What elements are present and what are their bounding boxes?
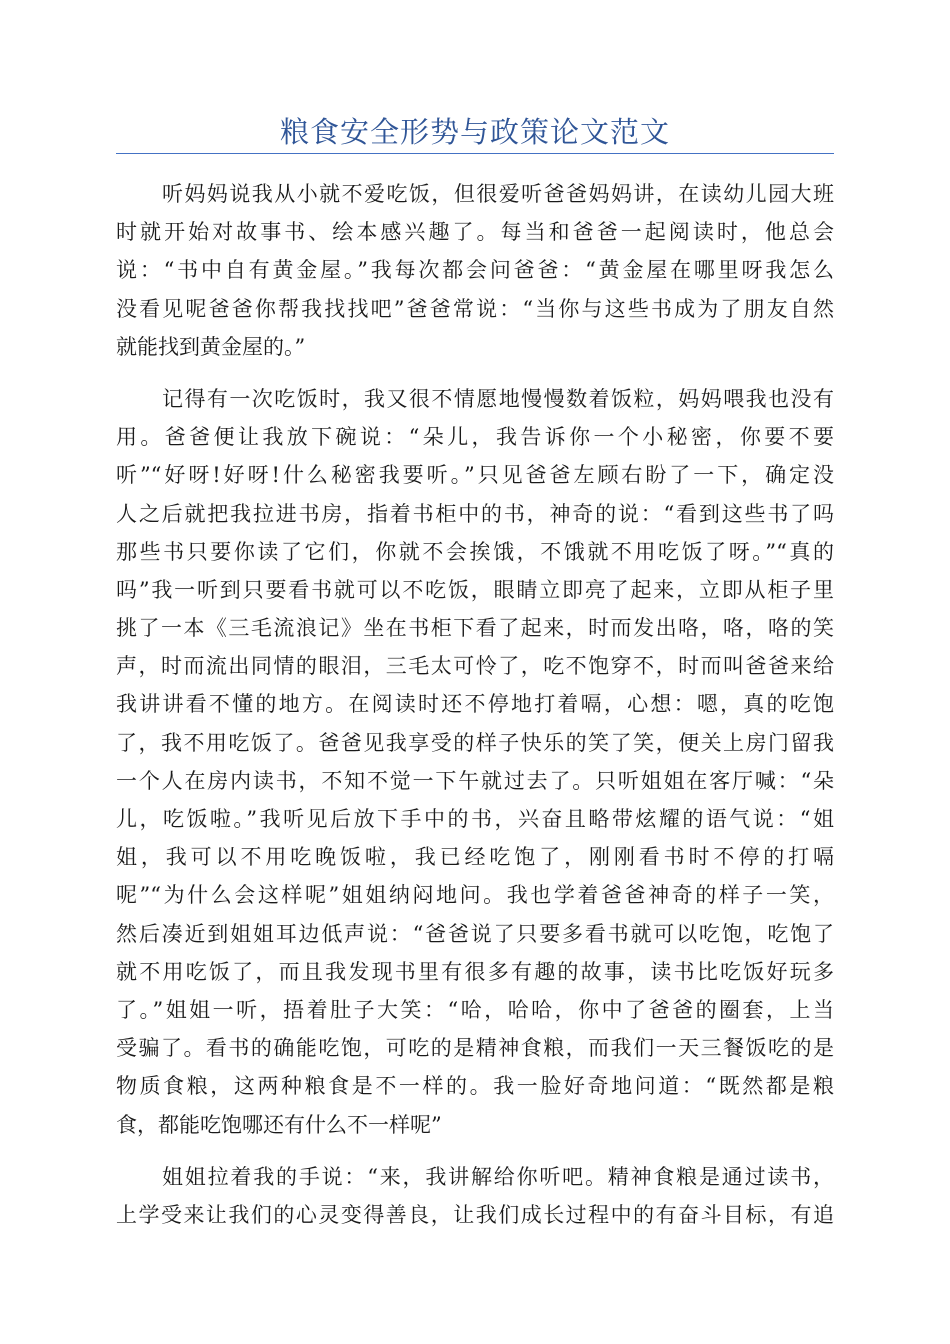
- text-line: 人之后就把我拉进书房，指着书柜中的书，神奇的说：“看到这些书了吗: [116, 501, 834, 526]
- text-line: 食，都能吃饱哪还有什么不一样呢”: [116, 1112, 442, 1137]
- text-line: 上学受来让我们的心灵变得善良，让我们成长过程中的有奋斗目标，有追: [116, 1202, 834, 1227]
- text-line: 那些书只要你读了它们，你就不会挨饿，不饿就不用吃饭了呀。”“真的: [116, 539, 834, 564]
- text-line: 呢”“为什么会这样呢”姐姐纳闷地问。我也学着爸爸神奇的样子一笑，: [116, 883, 834, 908]
- document-title: 粮食安全形势与政策论文范文: [279, 115, 670, 149]
- text-line: 一个人在房内读书，不知不觉一下午就过去了。只听姐姐在客厅喊：“朵: [116, 768, 834, 793]
- text-line: 物质食粮，这两种粮食是不一样的。我一脸好奇地问道：“既然都是粮: [116, 1074, 834, 1099]
- text-line: 姐姐拉着我的手说：“来，我讲解给你听吧。精神食粮是通过读书，: [162, 1164, 834, 1189]
- text-line: 姐，我可以不用吃晚饭啦，我已经吃饱了，刚刚看书时不停的打嗝: [116, 845, 834, 870]
- text-line: 没看见呢爸爸你帮我找找吧”爸爸常说：“当你与这些书成为了朋友自然: [116, 296, 834, 321]
- text-line: 了，我不用吃饭了。爸爸见我享受的样子快乐的笑了笑，便关上房门留我: [116, 730, 834, 755]
- text-line: 说：“书中自有黄金屋。”我每次都会问爸爸：“黄金屋在哪里呀我怎么: [116, 258, 834, 283]
- text-line: 时就开始对故事书、绘本感兴趣了。每当和爸爸一起阅读时，他总会: [116, 220, 834, 245]
- text-line: 听妈妈说我从小就不爱吃饭，但很爱听爸爸妈妈讲，在读幼儿园大班: [162, 182, 834, 206]
- paragraph-2: [116, 380, 834, 1144]
- paragraph-1: [116, 175, 834, 366]
- text-line: 听”“好呀!好呀!什么秘密我要听。”只见爸爸左顾右盼了一下，确定没: [116, 463, 834, 488]
- text-line: 记得有一次吃饭时，我又很不情愿地慢慢数着饭粒，妈妈喂我也没有: [162, 386, 834, 411]
- text-line: 受骗了。看书的确能吃饱，可吃的是精神食粮，而我们一天三餐饭吃的是: [116, 1036, 834, 1061]
- text-line: 用。爸爸便让我放下碗说：“朵儿，我告诉你一个小秘密，你要不要: [116, 425, 834, 450]
- text-line: 吗”我一听到只要看书就可以不吃饭，眼睛立即亮了起来，立即从柜子里: [116, 577, 834, 602]
- text-line: 就不用吃饭了，而且我发现书里有很多有趣的故事，读书比吃饭好玩多: [116, 959, 834, 984]
- title-underline: [116, 153, 834, 154]
- document-body: [116, 175, 834, 1248]
- text-line: 挑了一本《三毛流浪记》坐在书柜下看了起来，时而发出咯，咯，咯的笑: [116, 616, 834, 641]
- text-line: 然后凑近到姐姐耳边低声说：“爸爸说了只要多看书就可以吃饱，吃饱了: [116, 921, 834, 946]
- text-line: 了。”姐姐一听，捂着肚子大笑：“哈，哈哈，你中了爸爸的圈套，上当: [116, 997, 834, 1022]
- text-line: 我讲讲看不懂的地方。在阅读时还不停地打着嗝，心想：嗯，真的吃饱: [116, 692, 834, 717]
- paragraph-3: [116, 1158, 834, 1234]
- text-line: 声，时而流出同情的眼泪，三毛太可怜了，吃不饱穿不，时而叫爸爸来给: [116, 654, 834, 679]
- text-line: 儿，吃饭啦。”我听见后放下手中的书，兴奋且略带炫耀的语气说：“姐: [116, 807, 834, 831]
- text-line: 就能找到黄金屋的。”: [116, 334, 306, 359]
